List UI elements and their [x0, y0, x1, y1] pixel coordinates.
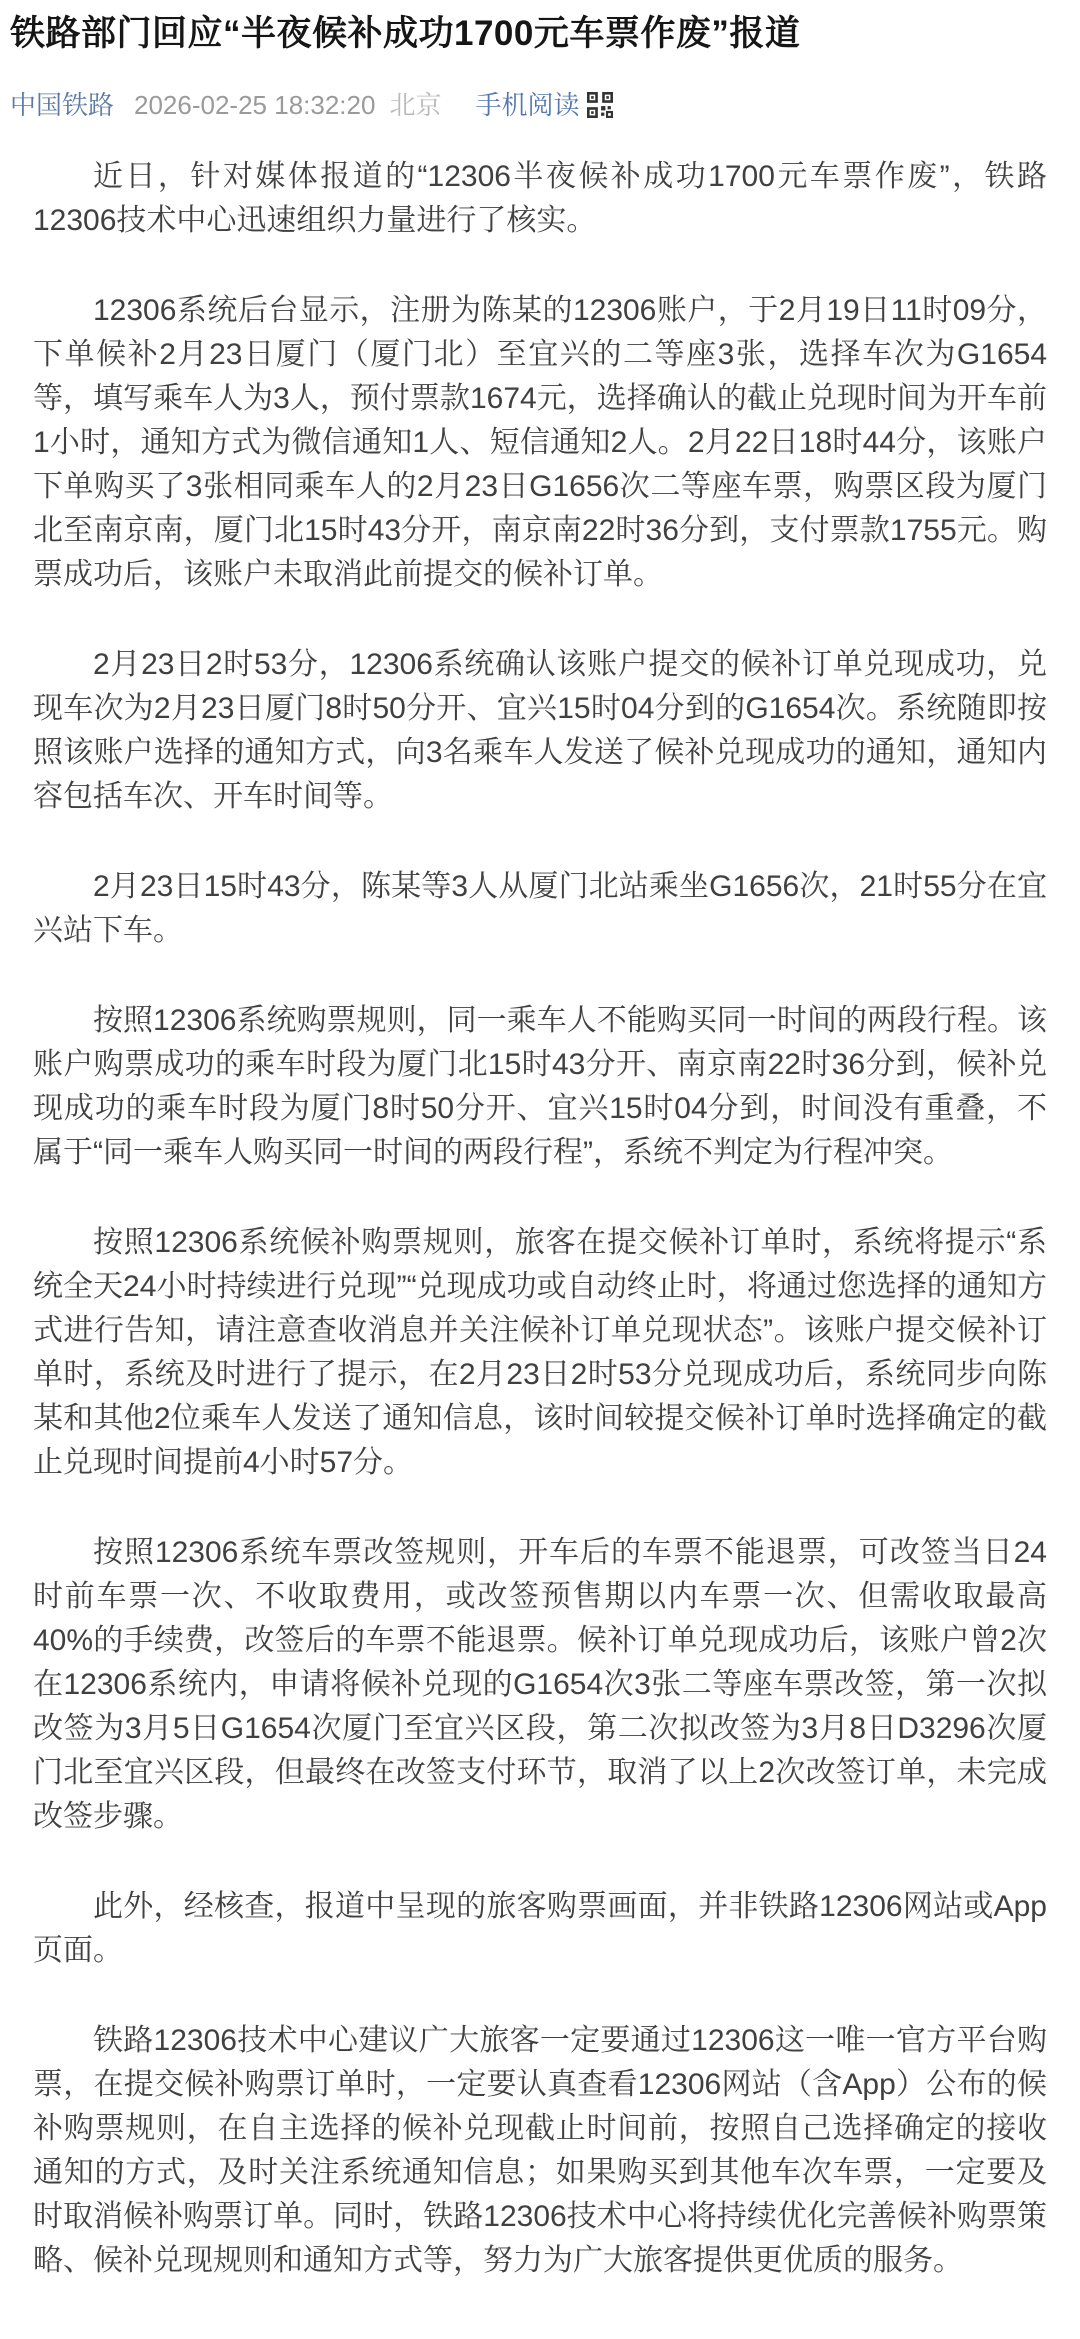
article-paragraph: 铁路12306技术中心建议广大旅客一定要通过12306这一唯一官方平台购票，在提交候补购票订单时，一定要认真查看12306网站（含App）公布的候补购票规则，在自主选择的候补兑现截止时间前，按照自己选择确定的接收通知的方式，及时关注系统通知信息；如果购买到其他车次车票，一定要及时取消候补购票订单。同时，铁路12306技术中心将持续优化完善候补购票策略、候补兑现规则和通知方式等，努力为广大旅客提供更优质的服务。	[33, 2023, 1047, 2277]
article-paragraph: 2月23日2时53分，12306系统确认该账户提交的候补订单兑现成功，兑现车次为2月23日厦门8时50分开、宜兴15时04分到的G1654次。系统随即按照该账户选择的通知方式，向3名乘车人发送了候补兑现成功的通知，通知内容包括车次、开车时间等。	[33, 647, 1047, 813]
publish-timestamp: 2026-02-25 18:32:20	[134, 89, 376, 120]
article-paragraph: 按照12306系统购票规则，同一乘车人不能购买同一时间的两段行程。该账户购票成功的乘车时段为厦门北15时43分开、南京南22时36分到，候补兑现成功的乘车时段为厦门8时50分开、宜兴15时04分到，时间没有重叠，不属于“同一乘车人购买同一时间的两段行程”，系统不判定为行程冲突。	[33, 1003, 1047, 1169]
qr-code-icon[interactable]	[587, 92, 613, 118]
article-paragraph: 近日，针对媒体报道的“12306半夜候补成功1700元车票作废”，铁路12306技术中心迅速组织力量进行了核实。	[33, 159, 1047, 237]
page-title: 铁路部门回应“半夜候补成功1700元车票作废”报道	[10, 14, 801, 53]
article-body	[0, 121, 1080, 2339]
article-paragraph: 12306系统后台显示，注册为陈某的12306账户，于2月19日11时09分，下单候补2月23日厦门（厦门北）至宜兴的二等座3张，选择车次为G1654等，填写乘车人为3人，预付票款1674元，选择确认的截止兑现时间为开车前1小时，通知方式为微信通知1人、短信通知2人。2月22日18时44分，该账户下单购买了3张相同乘车人的2月23日G1656次二等座车票，购票区段为厦门北至南京南，厦门北15时43分开，南京南22时36分到，支付票款1755元。购票成功后，该账户未取消此前提交的候补订单。	[33, 293, 1047, 591]
article-meta-row	[10, 90, 1066, 121]
article-paragraph: 2月23日15时43分，陈某等3人从厦门北站乘坐G1656次，21时55分在宜兴站下车。	[33, 869, 1047, 947]
mobile-read-link[interactable]: 手机阅读	[475, 89, 580, 120]
article-paragraph: 此外，经核查，报道中呈现的旅客购票画面，并非铁路12306网站或App页面。	[33, 1889, 1047, 1967]
publish-location: 北京	[389, 89, 442, 120]
source-link[interactable]: 中国铁路	[10, 89, 115, 120]
article-header	[0, 0, 1080, 121]
article-paragraph: 按照12306系统车票改签规则，开车后的车票不能退票，可改签当日24时前车票一次、不收取费用，或改签预售期以内车票一次、但需收取最高40%的手续费，改签后的车票不能退票。候补订单兑现成功后，该账户曾2次在12306系统内，申请将候补兑现的G1654次3张二等座车票改签，第一次拟改签为3月5日G1654次厦门至宜兴区段，第二次拟改签为3月8日D3296次厦门北至宜兴区段，但最终在改签支付环节，取消了以上2次改签订单，未完成改签步骤。	[33, 1535, 1047, 1833]
article-paragraph: 按照12306系统候补购票规则，旅客在提交候补订单时，系统将提示“系统全天24小时持续进行兑现”“兑现成功或自动终止时，将通过您选择的通知方式进行告知，请注意查收消息并关注候补订单兑现状态”。该账户提交候补订单时，系统及时进行了提示，在2月23日2时53分兑现成功后，系统同步向陈某和其他2位乘车人发送了通知信息，该时间较提交候补订单时选择确定的截止兑现时间提前4小时57分。	[33, 1225, 1047, 1479]
